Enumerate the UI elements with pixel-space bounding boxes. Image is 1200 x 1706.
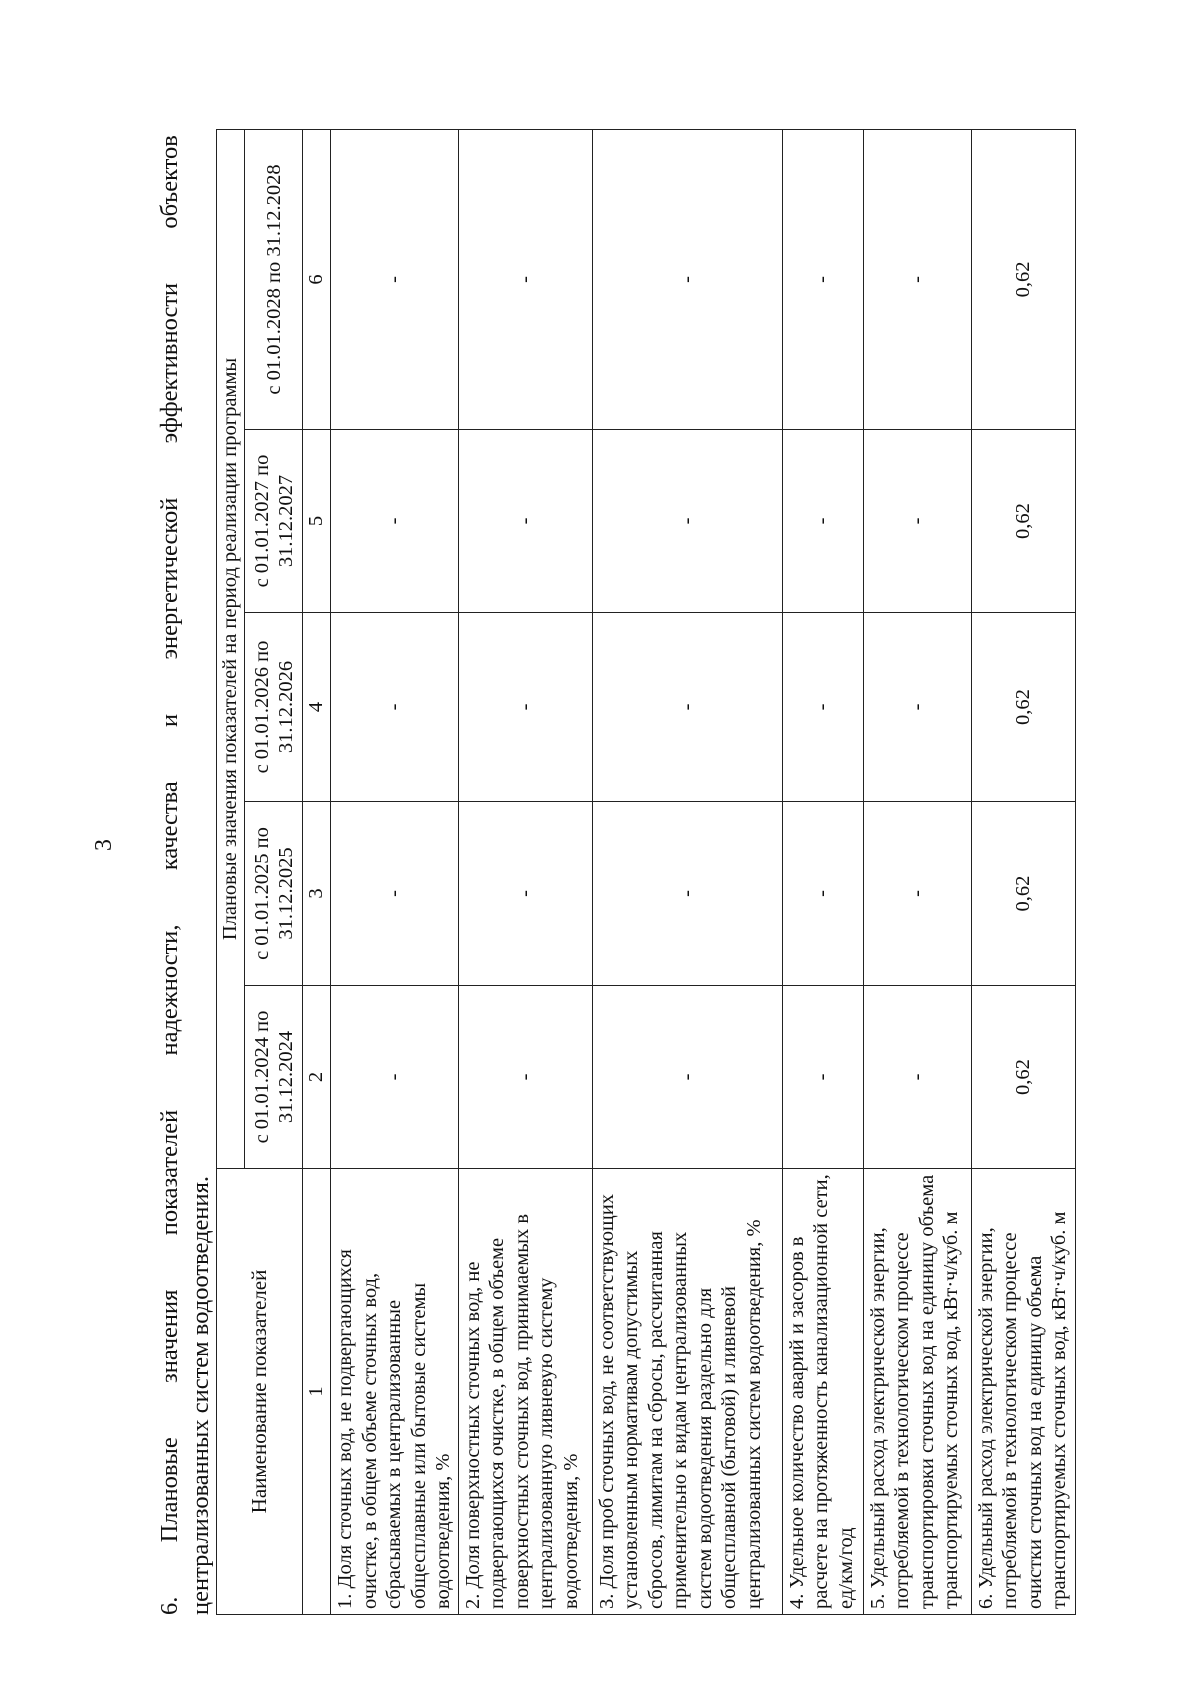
indicator-value: - [782, 613, 863, 802]
indicator-value: - [458, 129, 592, 429]
heading-word: Плановые [156, 1437, 183, 1543]
column-number: 5 [303, 430, 331, 613]
period-header: с 01.01.2024 по 31.12.2024 [245, 986, 303, 1169]
heading-word: эффективности [156, 282, 183, 444]
indicator-value: - [592, 613, 782, 802]
indicators-table [216, 129, 1076, 1615]
indicator-name: 2. Доля поверхностных сточных вод, не подвергающихся очистке, в общем объеме поверхностных сточных вод, принимаемых в централизованную ливневую систему водоотведения, % [458, 1169, 592, 1615]
column-number: 3 [303, 802, 331, 986]
planned-values-group-header: Плановые значения показателей на период реализации программы [217, 129, 245, 1168]
heading-word: показателей [156, 1109, 183, 1236]
indicator-value: - [863, 802, 971, 986]
indicator-value: - [782, 986, 863, 1169]
period-header: с 01.01.2026 по 31.12.2026 [245, 613, 303, 802]
period-header: с 01.01.2027 по 31.12.2027 [245, 430, 303, 613]
indicator-name: 6. Удельный расход электрической энергии, потребляемой в технологическом процессе очистки сточных вод на единицу объема транспортируемых сточных вод, кВт·ч/куб. м [971, 1169, 1075, 1615]
table-row [458, 129, 592, 1614]
table-row [782, 129, 863, 1614]
heading-line-1 [154, 135, 185, 1615]
indicator-value: - [863, 613, 971, 802]
indicator-value: - [592, 986, 782, 1169]
indicator-value: - [458, 430, 592, 613]
column-number-row [303, 129, 331, 1614]
indicator-value: - [782, 129, 863, 429]
column-number: 2 [303, 986, 331, 1169]
table-row [863, 129, 971, 1614]
heading-word: и [156, 713, 183, 727]
indicator-value: - [592, 430, 782, 613]
indicator-value: - [331, 802, 459, 986]
indicator-value: 0,62 [971, 430, 1075, 613]
period-header: с 01.01.2025 по 31.12.2025 [245, 802, 303, 986]
indicator-value: - [458, 986, 592, 1169]
indicator-value: - [331, 986, 459, 1169]
rotated-page-content [154, 55, 1194, 1615]
indicator-name: 1. Доля сточных вод, не подвергающихся очистке, в общем объеме сточных вод, сбрасываемых в централизованные общесплавные или бытовые системы водоотведения, % [331, 1169, 459, 1615]
indicator-value: 0,62 [971, 613, 1075, 802]
table-row [331, 129, 459, 1614]
table-row [971, 129, 1075, 1614]
section-heading [154, 135, 216, 1615]
indicator-name: 5. Удельный расход электрической энергии, потребляемой в технологическом процессе транспортировки сточных вод на единицу объема транспортируемых сточных вод, кВт·ч/куб. м [863, 1169, 971, 1615]
indicator-value: - [331, 430, 459, 613]
heading-word: 6. [156, 1596, 183, 1615]
table-row [592, 129, 782, 1614]
indicator-value: - [592, 802, 782, 986]
indicator-value: - [863, 430, 971, 613]
column-number: 6 [303, 129, 331, 429]
indicator-value: - [863, 986, 971, 1169]
indicator-value: - [331, 613, 459, 802]
heading-word: значения [156, 1289, 183, 1383]
heading-word: надежности, [156, 924, 183, 1056]
indicator-name: 4. Удельное количество аварий и засоров в расчете на протяженность канализационной сети, ед/км/год [782, 1169, 863, 1615]
indicator-value: 0,62 [971, 986, 1075, 1169]
indicator-value: - [458, 802, 592, 986]
period-header: с 01.01.2028 по 31.12.2028 [245, 129, 303, 429]
indicator-name: 3. Доля проб сточных вод, не соответствующих установленным нормативам допустимых сбросов, лимитам на сбросы, рассчитанная применительно к видам централизованных систем водоотведения раздельно для общесплавной (бытовой) и ливневой централизованных систем водоотведения, % [592, 1169, 782, 1615]
table-header-row [217, 129, 245, 1614]
column-number: 4 [303, 613, 331, 802]
heading-word: объектов [156, 135, 183, 229]
indicator-value: 0,62 [971, 129, 1075, 429]
page-number: 3 [91, 839, 117, 851]
indicator-value: - [458, 613, 592, 802]
column-number: 1 [303, 1169, 331, 1615]
indicator-value: - [331, 129, 459, 429]
indicator-value: 0,62 [971, 802, 1075, 986]
heading-line-2: централизованных систем водоотведения. [187, 1175, 214, 1615]
heading-word: энергетической [156, 497, 183, 660]
indicator-value: - [592, 129, 782, 429]
indicator-value: - [863, 129, 971, 429]
heading-word: качества [156, 781, 183, 871]
indicator-value: - [782, 430, 863, 613]
name-column-header: Наименование показателей [217, 1169, 303, 1615]
indicator-value: - [782, 802, 863, 986]
